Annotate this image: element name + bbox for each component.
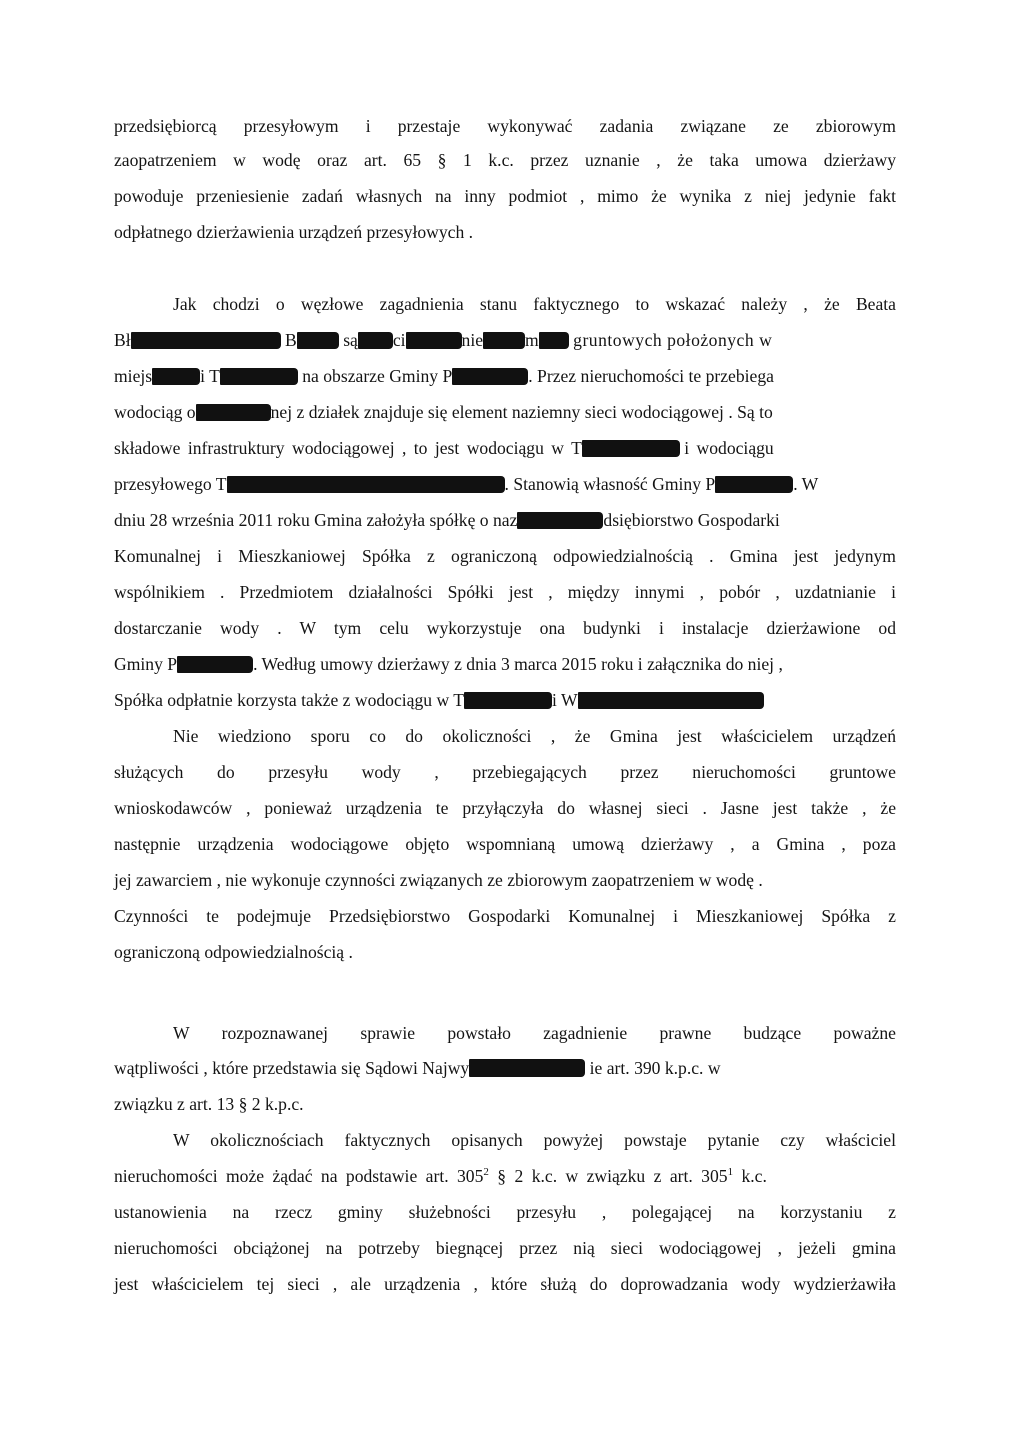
redaction-block — [196, 404, 271, 421]
text-fragment: gruntowych położonych w — [573, 330, 773, 350]
text-line — [114, 509, 896, 531]
text-line: jest właścicielem tej sieci , ale urządzenia , które służą do doprowadzania wody wydzierżawiła — [114, 1274, 896, 1294]
redaction-block — [582, 440, 680, 457]
text-line: powoduje przeniesienie zadań własnych na inny podmiot , mimo że wynika z niej jedynie fakt — [114, 186, 896, 206]
redaction-block — [578, 692, 764, 709]
text-line: Nie wiedziono sporu co do okoliczności , że Gmina jest właścicielem urządzeń — [173, 726, 896, 746]
text-fragment: m — [525, 330, 539, 350]
text-line: przedsiębiorcą przesyłowym i przestaje wykonywać zadania związane ze zbiorowym — [114, 116, 896, 136]
text-fragment: Spółka odpłatnie korzysta także z wodociągu w T — [114, 690, 464, 710]
redaction-block — [469, 1059, 585, 1077]
text-fragment: ie art. 390 k.p.c. w — [589, 1058, 721, 1078]
text-line: Komunalnej i Mieszkaniowej Spółka z ograniczoną odpowiedzialnością . Gmina jest jedynym — [114, 546, 896, 566]
text-line: W okolicznościach faktycznych opisanych powyżej powstaje pytanie czy właściciel — [173, 1130, 896, 1150]
text-line: W rozpoznawanej sprawie powstało zagadnienie prawne budzące poważne — [173, 1023, 896, 1043]
text-fragment: wątpliwości , które przedstawia się Sądowi Najwy — [114, 1058, 470, 1078]
text-fragment: wodociąg o — [114, 402, 196, 422]
text-line — [114, 653, 896, 675]
text-fragment: są — [343, 330, 358, 350]
text-fragment: § 2 k.c. w związku z art. 305 — [497, 1166, 728, 1186]
text-line: Jak chodzi o węzłowe zagadnienia stanu faktycznego to wskazać należy , że Beata — [173, 294, 896, 314]
text-fragment: k.c. — [741, 1166, 767, 1186]
text-line: związku z art. 13 § 2 k.p.c. — [114, 1094, 304, 1114]
text-fragment: nie — [461, 330, 484, 350]
redaction-block — [406, 332, 462, 349]
redaction-block — [227, 476, 505, 493]
text-fragment: składowe infrastruktury wodociągowej , to jest wodociągu w T — [114, 438, 582, 458]
text-fragment: nieruchomości może żądać na podstawie art. 305 — [114, 1166, 484, 1186]
text-fragment: dsiębiorstwo Gospodarki — [603, 510, 780, 530]
text-line: nieruchomości obciążonej na potrzeby biegnącej przez nią sieci wodociągowej , jeżeli gmina — [114, 1238, 896, 1258]
redaction-block — [152, 368, 200, 385]
redaction-block — [517, 512, 603, 529]
text-fragment: . W — [793, 474, 819, 494]
text-line — [114, 437, 896, 459]
redaction-block — [539, 332, 569, 349]
text-fragment: Gminy P — [114, 654, 178, 674]
text-line: wnioskodawców , ponieważ urządzenia te przyłączyła do własnej sieci . Jasne jest także , że — [114, 798, 896, 818]
text-fragment: ci — [392, 330, 406, 350]
text-line — [114, 365, 896, 387]
text-line — [114, 1057, 896, 1079]
text-fragment: B — [285, 330, 297, 350]
redaction-block — [297, 332, 339, 349]
text-line: zaopatrzeniem w wodę oraz art. 65 § 1 k.c. przez uznanie , że taka umowa dzierżawy — [114, 150, 896, 170]
text-fragment: na obszarze Gminy P — [302, 366, 453, 386]
text-line — [114, 473, 896, 495]
redaction-block — [358, 332, 393, 349]
redaction-block — [715, 476, 793, 493]
text-line: ograniczoną odpowiedzialnością . — [114, 942, 353, 962]
text-fragment: . Przez nieruchomości te przebiega — [528, 366, 774, 386]
text-fragment: nej z działek znajduje się element naziemny sieci wodociągowej . Są to — [270, 402, 773, 422]
text-line — [114, 689, 896, 711]
text-fragment: i T — [200, 366, 220, 386]
text-line: odpłatnego dzierżawienia urządzeń przesyłowych . — [114, 222, 474, 242]
redaction-block — [220, 368, 298, 385]
text-fragment: i wodociągu — [684, 438, 774, 458]
text-line: dostarczanie wody . W tym celu wykorzystuje ona budynki i instalacje dzierżawione od — [114, 618, 896, 638]
text-line: jej zawarciem , nie wykonuje czynności związanych ze zbiorowym zaopatrzeniem w wodę . — [114, 870, 763, 890]
text-fragment: dniu 28 września 2011 roku Gmina założyła spółkę o naz — [114, 510, 518, 530]
text-line: ustanowienia na rzecz gminy służebności przesyłu , polegającej na korzystaniu z — [114, 1202, 896, 1222]
text-line — [114, 401, 896, 423]
text-fragment: Bł — [114, 330, 131, 350]
superscript: 2 — [483, 1166, 489, 1178]
text-line: służących do przesyłu wody , przebiegających przez nieruchomości gruntowe — [114, 762, 896, 782]
text-fragment: . Stanowią własność Gminy P — [504, 474, 716, 494]
text-line — [114, 329, 896, 351]
text-line: Czynności te podejmuje Przedsiębiorstwo Gospodarki Komunalnej i Mieszkaniowej Spółka z — [114, 906, 896, 926]
redaction-block — [464, 692, 552, 709]
text-fragment: i W — [552, 690, 578, 710]
text-line: następnie urządzenia wodociągowe objęto wspomnianą umową dzierżawy , a Gmina , poza — [114, 834, 896, 854]
text-line: wspólnikiem . Przedmiotem działalności Spółki jest , między innymi , pobór , uzdatnianie i — [114, 582, 896, 602]
redaction-block — [177, 656, 253, 673]
redaction-block — [131, 332, 281, 349]
text-fragment: miejs — [114, 366, 153, 386]
text-line — [114, 1165, 896, 1187]
redaction-block — [483, 332, 525, 349]
redaction-block — [452, 368, 528, 385]
superscript: 1 — [727, 1166, 734, 1178]
text-fragment: przesyłowego T — [114, 474, 227, 494]
text-fragment: . Według umowy dzierżawy z dnia 3 marca 2015 roku i załącznika do niej , — [253, 654, 783, 674]
